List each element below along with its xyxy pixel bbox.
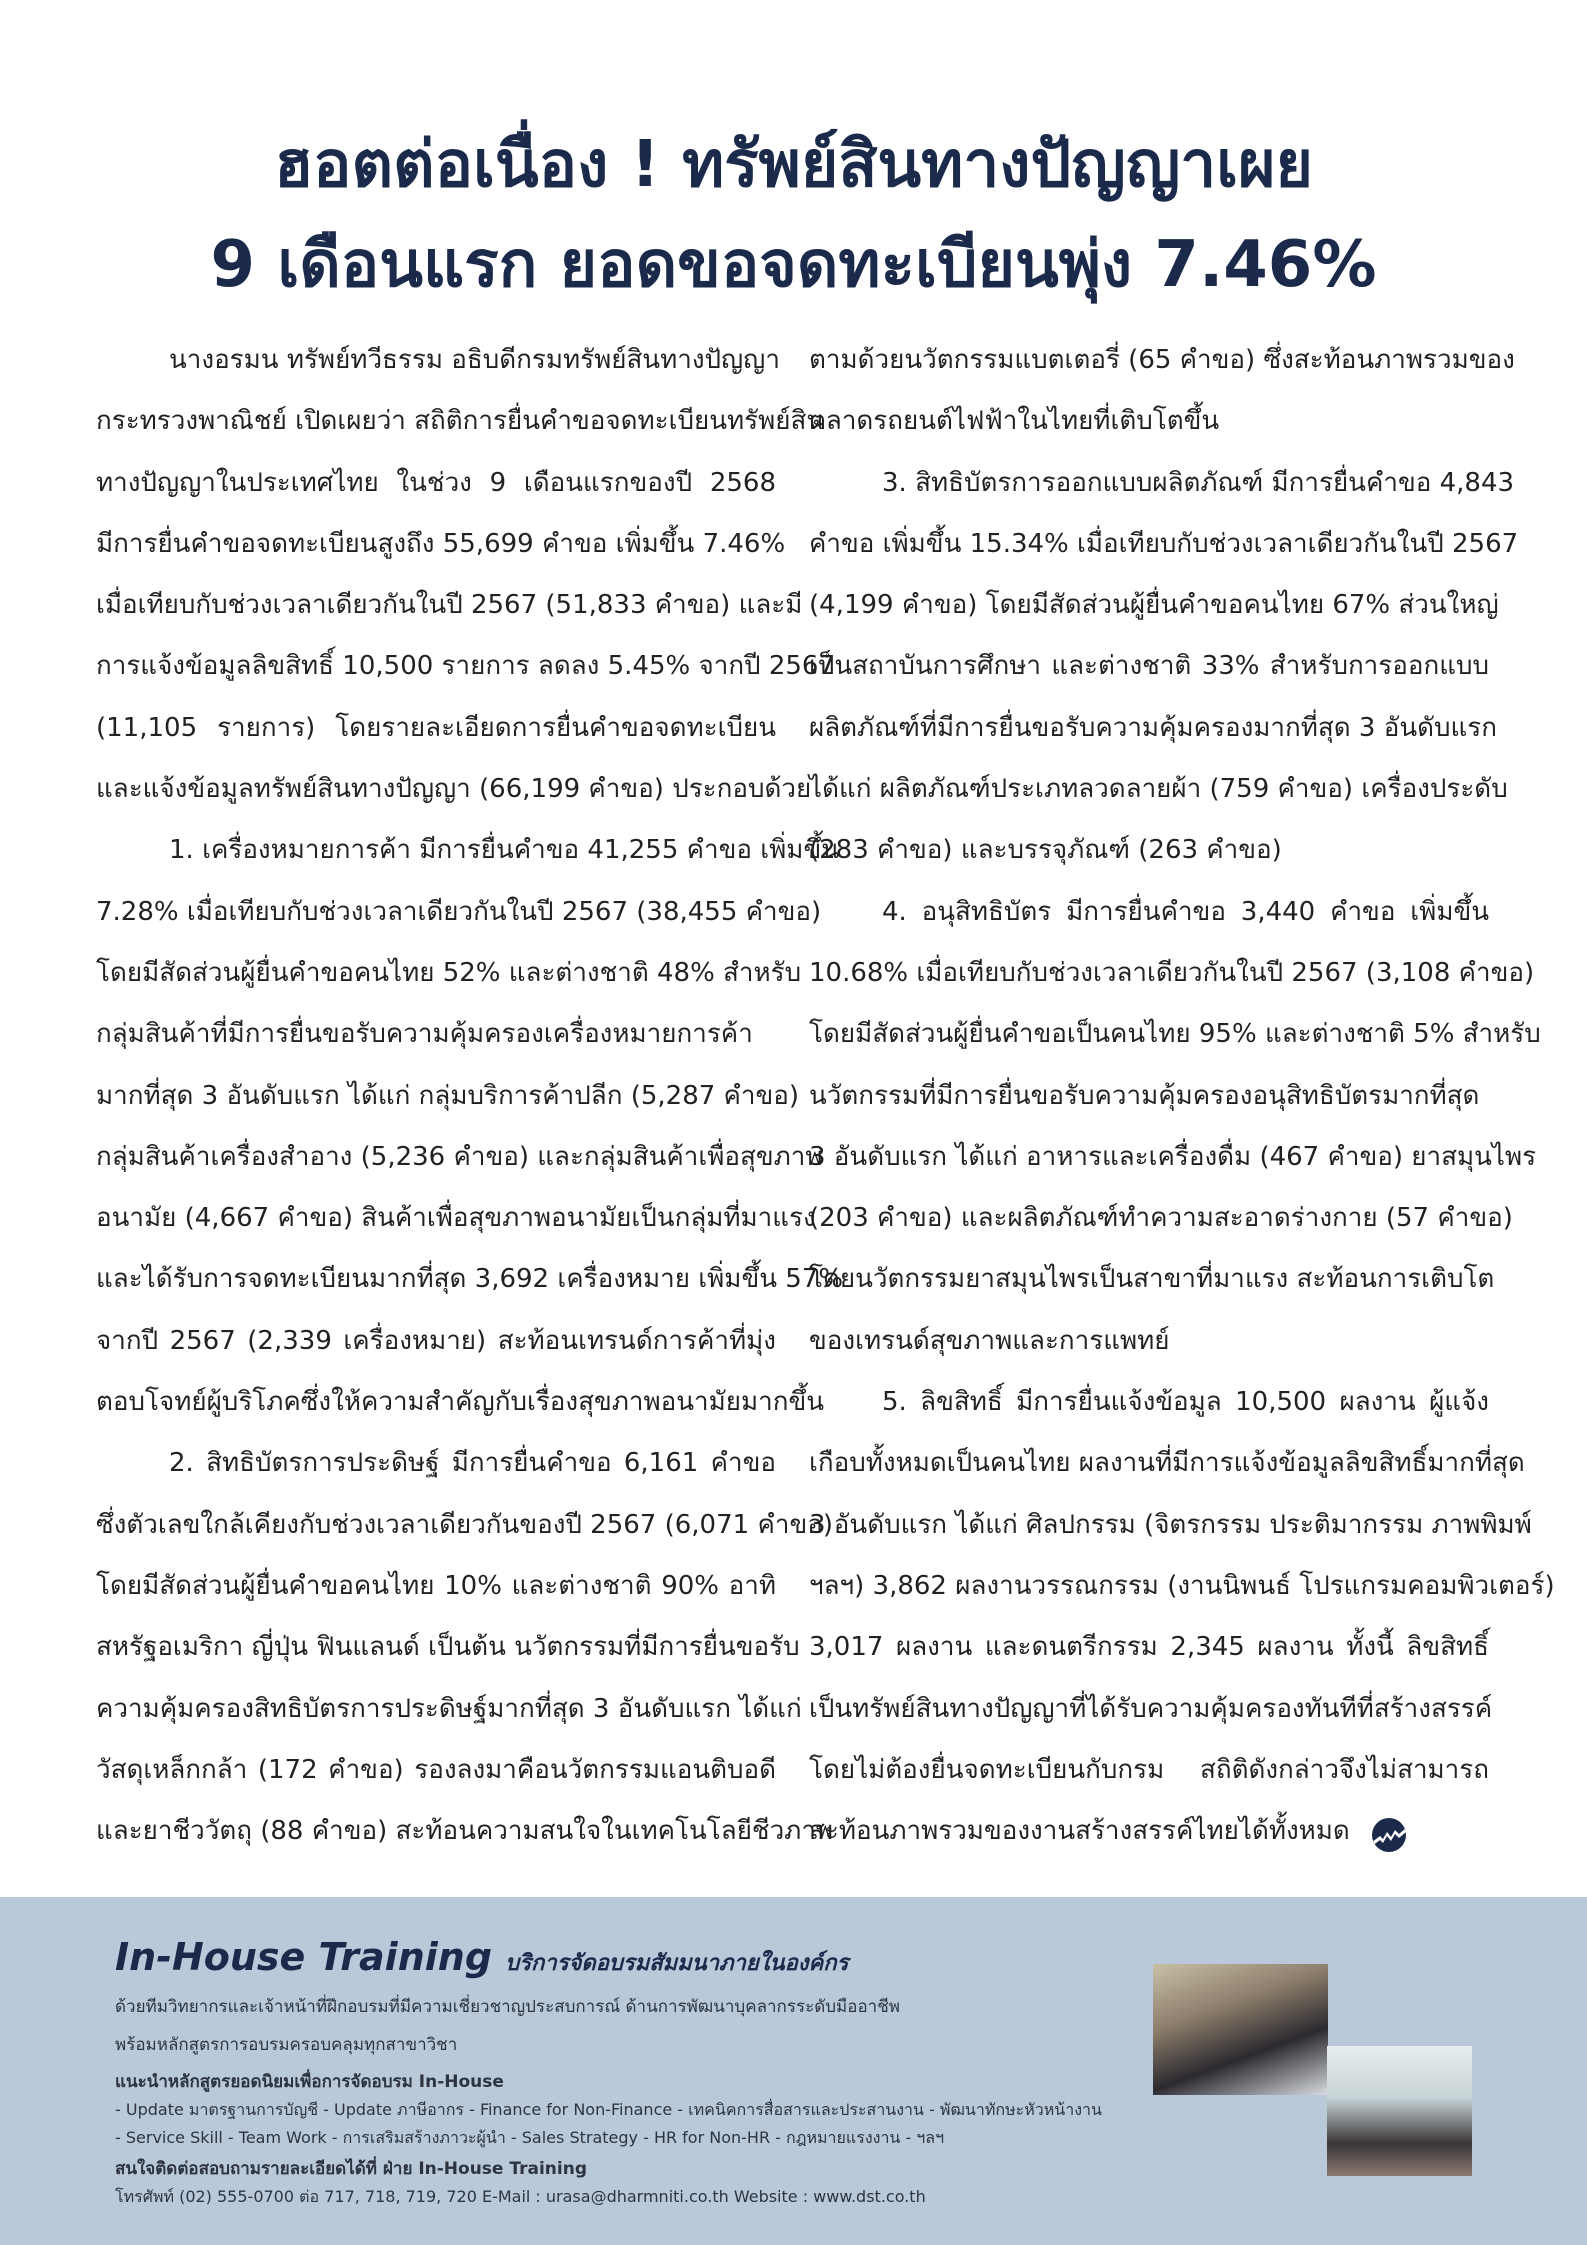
publisher-logo-icon [1372,1818,1406,1852]
article-line: การแจ้งข้อมูลลิขสิทธิ์ 10,500 รายการ ลดลง 5.45% จากปี 2567 [96,651,835,682]
article-line: ตามด้วยนวัตกรรมแบตเตอรี่ (65 คำขอ) ซึ่งสะท้อนภาพรวมของ [809,345,1515,375]
article-line: โดยมีสัดส่วนผู้ยื่นคำขอคนไทย 52% และต่างชาติ 48% สำหรับ [96,957,802,988]
courses-heading: แนะนำหลักสูตรยอดนิยมเพื่อการจัดอบรม In-House [115,2072,504,2092]
article-line: และแจ้งข้อมูลทรัพย์สินทางปัญญา (66,199 คำขอ) ประกอบด้วย [96,774,812,805]
brand-name: In-House Training [115,1935,493,1979]
article-line: วัสดุเหล็กกล้า (172 คำขอ) รองลงมาคือนวัตกรรมแอนติบอดี [96,1754,776,1785]
article-line: โดยไม่ต้องยื่นจดทะเบียนกับกรม สถิติดังกล่าวจึงไม่สามารถ [809,1754,1489,1785]
article-line: เป็นทรัพย์สินทางปัญญาที่ได้รับความคุ้มครองทันทีที่สร้างสรรค์ [809,1693,1493,1724]
article-line: (11,105 รายการ) โดยรายละเอียดการยื่นคำขอจดทะเบียน [96,712,776,743]
headline-line-1: ฮอตต่อเนื่อง ! ทรัพย์สินทางปัญญาเผย [273,128,1314,202]
article-right-column [809,330,1555,1862]
article-line: กลุ่มสินค้าเครื่องสำอาง (5,236 คำขอ) และกลุ่มสินค้าเพื่อสุขภาพ [96,1141,823,1172]
article-line: 4. อนุสิทธิบัตร มีการยื่นคำขอ 3,440 คำขอ เพิ่มขึ้น [882,896,1489,927]
article-line: 7.28% เมื่อเทียบกับช่วงเวลาเดียวกันในปี 2567 (38,455 คำขอ) [96,896,822,927]
article-line: ทางปัญญาในประเทศไทย ในช่วง 9 เดือนแรกของปี 2568 [96,467,776,498]
article-line: ฯลฯ) 3,862 ผลงานวรรณกรรม (งานนิพนธ์ โปรแกรมคอมพิวเตอร์) [809,1570,1555,1601]
training-photo-1 [1153,1964,1328,2095]
article-line: คำขอ เพิ่มขึ้น 15.34% เมื่อเทียบกับช่วงเวลาเดียวกันในปี 2567 [809,528,1519,559]
article-line: 5. ลิขสิทธิ์ มีการยื่นแจ้งข้อมูล 10,500 ผลงาน ผู้แจ้ง [882,1387,1489,1418]
article-line: ตอบโจทย์ผู้บริโภคซึ่งให้ความสำคัญกับเรื่องสุขภาพอนามัยมากขึ้น [96,1387,825,1418]
article-line: 3,017 ผลงาน และดนตรีกรรม 2,345 ผลงาน ทั้งนี้ ลิขสิทธิ์ [809,1632,1489,1663]
article-line: กลุ่มสินค้าที่มีการยื่นขอรับความคุ้มครองเครื่องหมายการค้า [96,1019,753,1050]
article-line: ซึ่งตัวเลขใกล้เคียงกับช่วงเวลาเดียวกันของปี 2567 (6,071 คำขอ) [96,1509,833,1540]
article-line: จากปี 2567 (2,339 เครื่องหมาย) สะท้อนเทรนด์การค้าที่มุ่ง [96,1325,776,1356]
article-line: ความคุ้มครองสิทธิบัตรการประดิษฐ์มากที่สุด 3 อันดับแรก ได้แก่ [96,1693,802,1724]
article-line: นวัตกรรมที่มีการยื่นขอรับความคุ้มครองอนุสิทธิบัตรมากที่สุด [809,1080,1480,1111]
courses-list-2: - Service Skill - Team Work - การเสริมสร้างภาวะผู้นำ - Sales Strategy - HR for Non-HR - กฎหมายแรงงาน - ฯลฯ [115,2128,945,2147]
article-line: กระทรวงพาณิชย์ เปิดเผยว่า สถิติการยื่นคำขอจดทะเบียนทรัพย์สิน [96,406,825,437]
article-line: นางอรมน ทรัพย์ทวีธรรม อธิบดีกรมทรัพย์สินทางปัญญา [169,345,780,375]
article-line: มากที่สุด 3 อันดับแรก ได้แก่ กลุ่มบริการค้าปลีก (5,287 คำขอ) [96,1080,800,1111]
footer-desc-1: ด้วยทีมวิทยากรและเจ้าหน้าที่ฝึกอบรมที่มีความเชี่ยวชาญประสบการณ์ ด้านการพัฒนาบุคลากรระดับมืออาชีพ [115,1997,900,2017]
article-line: 3 อันดับแรก ได้แก่ ศิลปกรรม (จิตรกรรม ประติมากรรม ภาพพิมพ์ [809,1509,1532,1540]
article-left-column [96,330,844,1862]
article-line: 3. สิทธิบัตรการออกแบบผลิตภัณฑ์ มีการยื่นคำขอ 4,843 [882,467,1515,498]
tagline: บริการจัดอบรมสัมมนาภายในองค์กร [505,1951,849,1976]
article-line: เมื่อเทียบกับช่วงเวลาเดียวกันในปี 2567 (51,833 คำขอ) และมี [96,590,803,621]
footer-desc-2: พร้อมหลักสูตรการอบรมครอบคลุมทุกสาขาวิชา [115,2035,458,2055]
headline-line-2: 9 เดือนแรก ยอดขอจดทะเบียนพุ่ง 7.46% [210,228,1377,302]
article-line: สะท้อนภาพรวมของงานสร้างสรรค์ไทยได้ทั้งหมด [809,1816,1350,1847]
article-line: 1. เครื่องหมายการค้า มีการยื่นคำขอ 41,255 คำขอ เพิ่มขึ้น [169,835,839,866]
article-line: ตลาดรถยนต์ไฟฟ้าในไทยที่เติบโตขึ้น [809,406,1220,437]
article-line: อนามัย (4,667 คำขอ) สินค้าเพื่อสุขภาพอนามัยเป็นกลุ่มที่มาแรง [96,1203,816,1234]
contact-heading: สนใจติดต่อสอบถามรายละเอียดได้ที่ ฝ่าย In-House Training [115,2159,587,2179]
footer-ad-banner [0,1897,1587,2245]
article-line: (4,199 คำขอ) โดยมีสัดส่วนผู้ยื่นคำขอคนไทย 67% ส่วนใหญ่ [809,590,1499,621]
article-line: ได้แก่ ผลิตภัณฑ์ประเภทลวดลายผ้า (759 คำขอ) เครื่องประดับ [809,774,1508,805]
contact-info: โทรศัพท์ (02) 555-0700 ต่อ 717, 718, 719, 720 E-Mail : urasa@dharmniti.co.th Website : www.dst.co.th [115,2187,926,2206]
article-line: เกือบทั้งหมดเป็นคนไทย ผลงานที่มีการแจ้งข้อมูลลิขสิทธิ์มากที่สุด [809,1448,1525,1479]
article-line: สหรัฐอเมริกา ญี่ปุ่น ฟินแลนด์ เป็นต้น นวัตกรรมที่มีการยื่นขอรับ [96,1632,800,1663]
courses-list-1: - Update มาตรฐานการบัญชี - Update ภาษีอากร - Finance for Non-Finance - เทคนิคการสื่อสารและประสานงาน - พัฒนาทักษะหัวหน้างาน [115,2100,1102,2119]
article-line: โดยนวัตกรรมยาสมุนไพรเป็นสาขาที่มาแรง สะท้อนการเติบโต [809,1264,1495,1295]
article-line: มีการยื่นคำขอจดทะเบียนสูงถึง 55,699 คำขอ เพิ่มขึ้น 7.46% [96,528,786,559]
article-line: โดยมีสัดส่วนผู้ยื่นคำขอคนไทย 10% และต่างชาติ 90% อาทิ [96,1570,776,1601]
article-line: 10.68% เมื่อเทียบกับช่วงเวลาเดียวกันในปี 2567 (3,108 คำขอ) [809,957,1535,988]
article-line: และยาชีววัตถุ (88 คำขอ) สะท้อนความสนใจในเทคโนโลยีชีวภาพ [96,1816,834,1847]
footer-heading [115,1935,848,1980]
article-line: 3 อันดับแรก ได้แก่ อาหารและเครื่องดื่ม (467 คำขอ) ยาสมุนไพร [809,1141,1537,1172]
article-line: เป็นสถาบันการศึกษา และต่างชาติ 33% สำหรับการออกแบบ [809,651,1489,682]
article-line: ผลิตภัณฑ์ที่มีการยื่นขอรับความคุ้มครองมากที่สุด 3 อันดับแรก [809,712,1497,743]
article-line: ของเทรนด์สุขภาพและการแพทย์ [809,1325,1170,1356]
training-photo-2 [1327,2046,1472,2176]
article-line: 2. สิทธิบัตรการประดิษฐ์ มีการยื่นคำขอ 6,161 คำขอ [169,1448,776,1479]
article-line: โดยมีสัดส่วนผู้ยื่นคำขอเป็นคนไทย 95% และต่างชาติ 5% สำหรับ [809,1019,1541,1050]
article-line: (203 คำขอ) และผลิตภัณฑ์ทำความสะอาดร่างกาย (57 คำขอ) [809,1203,1513,1234]
article-line: และได้รับการจดทะเบียนมากที่สุด 3,692 เครื่องหมาย เพิ่มขึ้น 57% [96,1264,844,1295]
article-line: (283 คำขอ) และบรรจุภัณฑ์ (263 คำขอ) [809,835,1282,866]
